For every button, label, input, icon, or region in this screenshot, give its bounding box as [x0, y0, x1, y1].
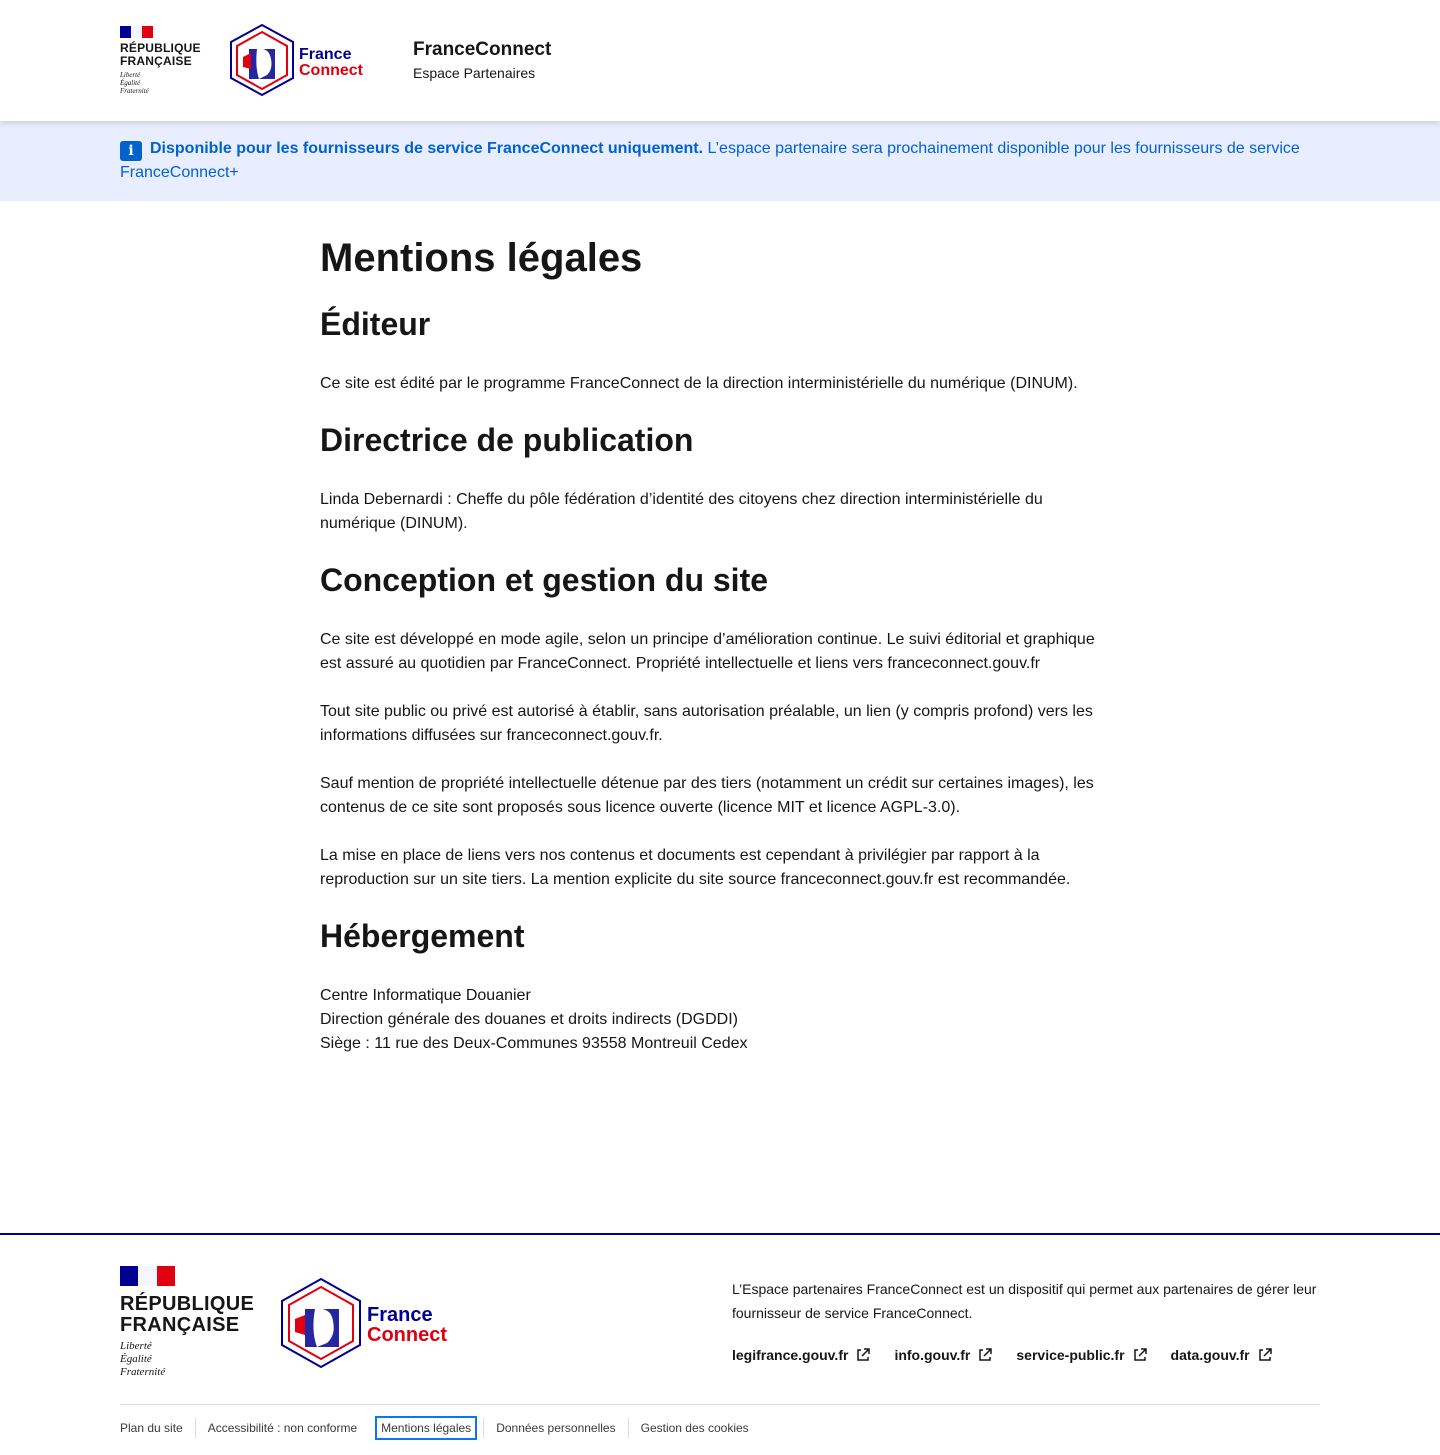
- republique-francaise-logo[interactable]: [120, 26, 201, 95]
- paragraph: Sauf mention de propriété intellectuelle détenue par des tiers (notamment un crédit sur certaines images), les contenus de ce site sont proposés sous licence ouverte (licence MIT et licence AGPL-3.0).: [320, 775, 1094, 816]
- notice-description: L’espace partenaire sera prochainement disponible pour les fournisseurs de service FranceConnect+: [120, 140, 1300, 181]
- footer-external-links: [732, 1343, 1272, 1367]
- franceconnect-hexagon-icon: [229, 23, 374, 97]
- rf-name: RÉPUBLIQUE FRANÇAISE: [120, 41, 201, 68]
- paragraph: Linda Debernardi : Cheffe du pôle fédération d’identité des citoyens chez direction interministérielle du numérique (DINUM).: [320, 491, 1043, 532]
- address-line: Siège : 11 rue des Deux-Communes 93558 Montreuil Cedex: [320, 1035, 748, 1052]
- site-footer: [0, 1233, 1440, 1455]
- footer-bottom-links: [120, 1418, 761, 1438]
- section-heading: Directrice de publication: [320, 422, 694, 458]
- address-block: [320, 984, 1120, 1056]
- svg-text:Connect: Connect: [299, 62, 363, 79]
- rf-name: RÉPUBLIQUE FRANÇAISE: [120, 1293, 255, 1336]
- address-line: Centre Informatique Douanier: [320, 987, 531, 1004]
- section-editeur: [320, 304, 1120, 396]
- section-hebergement: [320, 916, 1120, 1056]
- svg-text:France: France: [367, 1304, 433, 1326]
- external-link-icon: [978, 1348, 992, 1362]
- footer-link-info-gouv[interactable]: info.gouv.fr: [894, 1343, 992, 1367]
- external-link-icon: [1133, 1348, 1147, 1362]
- service-title: FranceConnect: [413, 39, 552, 60]
- section-heading: Hébergement: [320, 918, 525, 954]
- section-directrice-publication: [320, 420, 1120, 536]
- section-heading: Conception et gestion du site: [320, 562, 769, 598]
- rf-motto: Liberté Égalité Fraternité: [120, 71, 149, 95]
- paragraph: Ce site est édité par le programme FranceConnect de la direction interministérielle du numérique (DINUM).: [320, 375, 1078, 392]
- external-link-icon: [1258, 1348, 1272, 1362]
- service-brand[interactable]: [413, 38, 551, 83]
- footer-description: L’Espace partenaires FranceConnect est un dispositif qui permet aux partenaires de gérer leur fournisseur de service FranceConnect.: [732, 1281, 1317, 1321]
- notice-title: Disponible pour les fournisseurs de service FranceConnect uniquement.: [150, 140, 704, 157]
- footer-republique-francaise-logo[interactable]: [120, 1266, 254, 1379]
- svg-text:Connect: Connect: [367, 1324, 447, 1346]
- paragraph: Tout site public ou privé est autorisé à établir, sans autorisation préalable, un lien (y compris profond) vers les informations diffusées sur franceconnect.gouv.fr.: [320, 703, 1093, 744]
- paragraph: La mise en place de liens vers nos contenus et documents est cependant à privilégier par rapport à la reproduction sur un site tiers. La mention explicite du site source franceconnect.gouv.fr est recommandée.: [320, 847, 1071, 888]
- footer-link-mentions-legales[interactable]: Mentions légales: [377, 1418, 475, 1438]
- footer-link-donnees-personnelles[interactable]: Données personnelles: [483, 1418, 627, 1438]
- footer-link-gestion-cookies[interactable]: Gestion des cookies: [628, 1418, 761, 1438]
- address-line: Direction générale des douanes et droits indirects (DGDDI): [320, 1011, 738, 1028]
- footer-divider: [120, 1404, 1320, 1405]
- info-notice: [0, 121, 1440, 201]
- marianne-flag-icon: [120, 26, 153, 38]
- svg-text:France: France: [299, 46, 352, 63]
- footer-link-accessibilite[interactable]: Accessibilité : non conforme: [195, 1418, 369, 1438]
- footer-franceconnect-logo[interactable]: [281, 1277, 461, 1374]
- paragraph: Ce site est développé en mode agile, selon un principe d’amélioration continue. Le suivi éditorial et graphique est assuré au quotidien par FranceConnect. Propriété intellectuelle et liens vers franceconnect.gouv.fr: [320, 631, 1095, 672]
- service-tagline: Espace Partenaires: [413, 65, 536, 81]
- footer-link-plan-du-site[interactable]: Plan du site: [120, 1421, 183, 1435]
- footer-link-legifrance[interactable]: legifrance.gouv.fr: [732, 1343, 870, 1367]
- external-link-icon: [856, 1348, 870, 1362]
- franceconnect-hexagon-icon: [281, 1277, 461, 1369]
- notice-content: [120, 137, 1320, 185]
- franceconnect-logo[interactable]: [229, 23, 374, 102]
- footer-link-data-gouv[interactable]: data.gouv.fr: [1171, 1343, 1272, 1367]
- page-title: Mentions légales: [320, 236, 643, 280]
- section-heading: Éditeur: [320, 306, 431, 342]
- section-conception: [320, 560, 1120, 892]
- marianne-flag-icon: [120, 1266, 175, 1286]
- main-content: [320, 232, 1120, 1080]
- info-icon: i: [120, 141, 142, 161]
- footer-link-service-public[interactable]: service-public.fr: [1016, 1343, 1146, 1367]
- rf-motto: Liberté Égalité Fraternité: [120, 1340, 166, 1378]
- site-header: [0, 0, 1440, 121]
